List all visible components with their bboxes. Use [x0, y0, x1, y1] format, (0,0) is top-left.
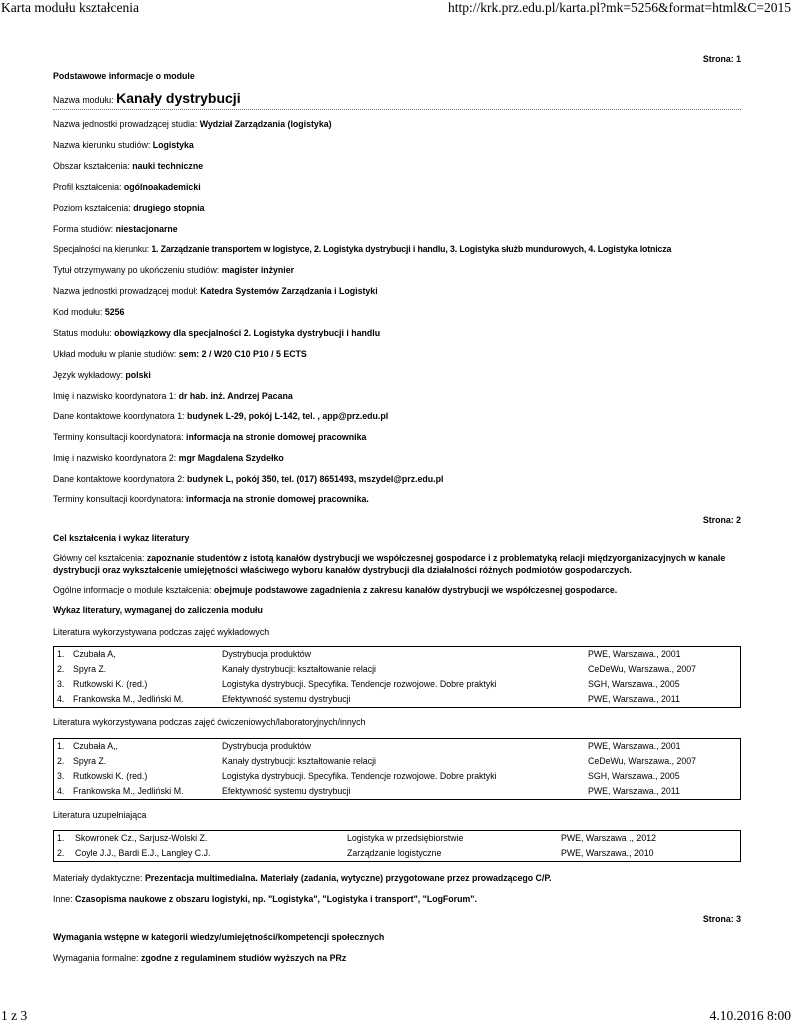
field-row: Forma studiów: niestacjonarne	[53, 224, 178, 234]
field-row: Język wykładowy: polski	[53, 370, 151, 380]
print-footer-datetime: 4.10.2016 8:00	[709, 1008, 791, 1023]
field-row: Profil kształcenia: ogólnoakademicki	[53, 182, 201, 192]
field-row: Imię i nazwisko koordynatora 1: dr hab. inż. Andrzej Pacana	[53, 391, 293, 401]
module-name-label: Nazwa modułu:	[53, 95, 114, 105]
field-row: Nazwa kierunku studiów: Logistyka	[53, 140, 194, 150]
supplementary-literature-label: Literatura uzupełniająca	[53, 810, 147, 820]
field-row: Imię i nazwisko koordynatora 2: mgr Magdalena Szydełko	[53, 453, 284, 463]
supplementary-literature-table	[53, 830, 741, 862]
print-footer-page-count: 1 z 3	[1, 1008, 28, 1023]
field-row: Poziom kształcenia: drugiego stopnia	[53, 203, 205, 213]
table-row: 1. Czubała A,, Dystrybucja produktów PWE, Warszawa., 2001	[57, 741, 681, 751]
lecture-literature-label: Literatura wykorzystywana podczas zajęć wykładowych	[53, 627, 270, 637]
formal-requirements-row: Wymagania formalne: zgodne z regulaminem studiów wyższych na PRz	[53, 953, 347, 963]
module-name-row	[53, 90, 741, 110]
field-row: Dane kontaktowe koordynatora 2: budynek L, pokój 350, tel. (017) 8651493, mszydel@prz.edu.pl	[53, 474, 444, 484]
print-header-title: Karta modułu kształcenia	[1, 0, 139, 15]
section-heading-requirements: Wymagania wstępne w kategorii wiedzy/umiejętności/kompetencji społecznych	[53, 932, 385, 942]
goal-paragraph: Główny cel kształcenia: zapoznanie studentów z istotą kanałów dystrybucji we współczesnej gospodarce i z problematyką relacji międzyorganizacyjnych w kanale dystrybucji oraz wykształcenie umiejętności właściwego wyboru kanałów dystrybucji dla działalności różnych podmiotów gospodarczych.	[53, 553, 726, 575]
table-row: 2. Spyra Z. Kanały dystrybucji: kształtowanie relacji CeDeWu, Warszawa., 2007	[57, 664, 697, 674]
exercise-literature-table	[53, 738, 741, 800]
general-info-row: Ogólne informacje o module kształcenia: obejmuje podstawowe zagadnienia z zakresu kanałów dystrybucji we współczesnej gospodarce.	[53, 585, 618, 595]
section-heading-goals: Cel kształcenia i wykaz literatury	[53, 533, 190, 543]
page-marker-2: Strona: 2	[702, 515, 741, 525]
materials-row: Materiały dydaktyczne: Prezentacja multimedialna. Materiały (zadania, wytyczne) przygotowane przez prowadzącego C/P.	[53, 873, 552, 883]
section-heading-basic-info: Podstawowe informacje o module	[53, 71, 195, 81]
lecture-literature-table	[53, 646, 741, 708]
table-row: 2. Coyle J.J., Bardi E.J., Langley C.J. Zarządzanie logistyczne PWE, Warszawa., 2010	[57, 848, 654, 858]
field-row: Nazwa jednostki prowadzącej moduł: Katedra Systemów Zarządzania i Logistyki	[53, 286, 378, 296]
field-row: Obszar kształcenia: nauki techniczne	[53, 161, 204, 171]
field-row: Terminy konsultacji koordynatora: informacja na stronie domowej pracownika.	[53, 494, 369, 504]
field-row: Tytuł otrzymywany po ukończeniu studiów: magister inżynier	[53, 265, 295, 275]
table-row: 4. Frankowska M., Jedliński M. Efektywność systemu dystrybucji PWE, Warszawa., 2011	[57, 694, 680, 704]
table-row: 3. Rutkowski K. (red.) Logistyka dystrybucji. Specyfika. Tendencje rozwojowe. Dobre praktyki SGH, Warszawa., 2005	[57, 771, 680, 781]
literature-heading: Wykaz literatury, wymaganej do zaliczenia modułu	[53, 605, 263, 615]
table-row: 1. Skowronek Cz., Sarjusz-Wolski Z. Logistyka w przedsiębiorstwie PWE, Warszawa ., 2012	[57, 833, 657, 843]
other-row: Inne: Czasopisma naukowe z obszaru logistyki, np. "Logistyka", "Logistyka i transport", "LogForum".	[53, 894, 477, 904]
field-row: Status modułu: obowiązkowy dla specjalności 2. Logistyka dystrybucji i handlu	[53, 328, 381, 338]
print-header-url[interactable]: http://krk.prz.edu.pl/karta.pl?mk=5256&format=html&C=2015	[447, 0, 791, 15]
field-row: Nazwa jednostki prowadzącej studia: Wydział Zarządzania (logistyka)	[53, 119, 332, 129]
exercise-literature-label: Literatura wykorzystywana podczas zajęć ćwiczeniowych/laboratoryjnych/innych	[53, 717, 366, 727]
table-row: 3. Rutkowski K. (red.) Logistyka dystrybucji. Specyfika. Tendencje rozwojowe. Dobre praktyki SGH, Warszawa., 2005	[57, 679, 680, 689]
page-marker-1: Strona: 1	[702, 54, 741, 64]
table-row: 2. Spyra Z. Kanały dystrybucji: kształtowanie relacji CeDeWu, Warszawa., 2007	[57, 756, 697, 766]
table-row: 4. Frankowska M., Jedliński M. Efektywność systemu dystrybucji PWE, Warszawa., 2011	[57, 786, 680, 796]
field-row: Kod modułu: 5256	[53, 307, 125, 317]
field-row: Układ modułu w planie studiów: sem: 2 / W20 C10 P10 / 5 ECTS	[53, 349, 307, 359]
field-row-specializations: Specjalności na kierunku: 1. Zarządzanie transportem w logistyce, 2. Logistyka dystrybucji i handlu, 3. Logistyka służb mundurowych, 4. Logistyka lotnicza	[53, 244, 672, 254]
module-name: Kanały dystrybucji	[116, 90, 241, 106]
field-row: Dane kontaktowe koordynatora 1: budynek L-29, pokój L-142, tel. , app@prz.edu.pl	[53, 411, 389, 421]
page-marker-3: Strona: 3	[702, 914, 741, 924]
table-row: 1. Czubała A, Dystrybucja produktów PWE, Warszawa., 2001	[57, 649, 681, 659]
field-row: Terminy konsultacji koordynatora: informacja na stronie domowej pracownika	[53, 432, 367, 442]
